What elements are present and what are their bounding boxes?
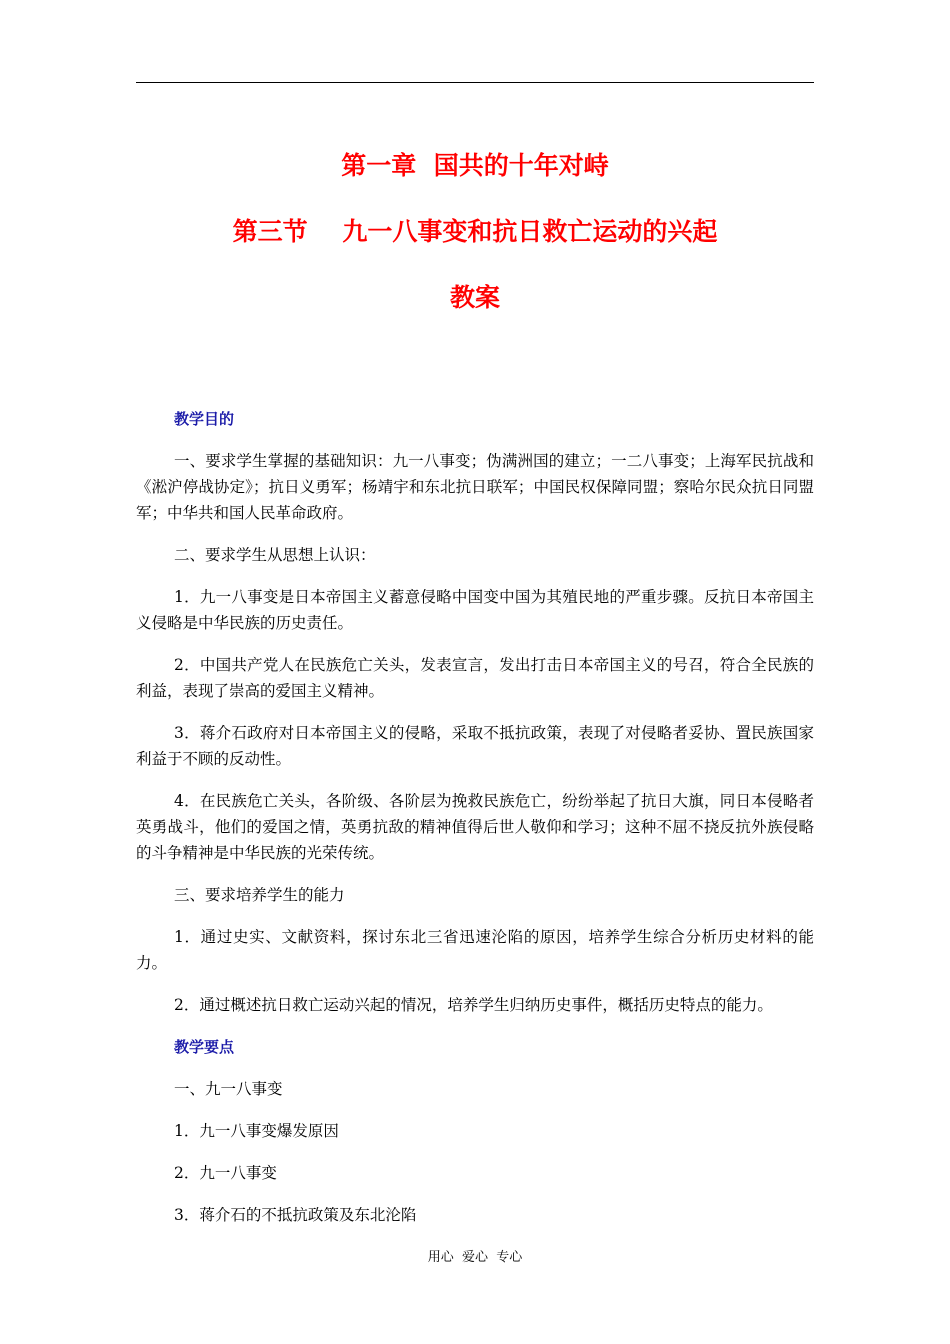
paragraph: 4．在民族危亡关头，各阶级、各阶层为挽救民族危亡，纷纷举起了抗日大旗，同日本侵略者英勇战斗，他们的爱国之情，英勇抗敌的精神值得后世人敬仰和学习；这种不屈不挠反抗外族侵略的斗争精神是中华民族的光荣传统。 bbox=[136, 792, 814, 862]
section-title: 第三节 九一八事变和抗日救亡运动的兴起 bbox=[232, 217, 718, 246]
page-footer: 用心 爱心 专心 bbox=[427, 1250, 523, 1265]
paragraph: 3．蒋介石的不抵抗政策及东北沦陷 bbox=[174, 1206, 417, 1224]
paragraph: 2．通过概述抗日救亡运动兴起的情况，培养学生归纳历史事件，概括历史特点的能力。 bbox=[174, 996, 773, 1014]
paragraph: 二、要求学生从思想上认识： bbox=[174, 546, 376, 564]
paragraph: 2．中国共产党人在民族危亡关头，发表宣言，发出打击日本帝国主义的号召，符合全民族的利益，表现了崇高的爱国主义精神。 bbox=[136, 656, 814, 700]
document-body bbox=[136, 406, 814, 1244]
title-block bbox=[136, 146, 814, 344]
paragraph: 一、要求学生掌握的基础知识：九一八事变；伪满洲国的建立；一二八事变；上海军民抗战和《淞沪停战协定》；抗日义勇军；杨靖宇和东北抗日联军；中国民权保障同盟；察哈尔民众抗日同盟军；中华共和国人民革命政府。 bbox=[136, 452, 814, 522]
header-rule bbox=[136, 82, 814, 83]
section-heading-key-points: 教学要点 bbox=[174, 1038, 235, 1056]
paragraph: 1．九一八事变是日本帝国主义蓄意侵略中国变中国为其殖民地的严重步骤。反抗日本帝国主义侵略是中华民族的历史责任。 bbox=[136, 588, 814, 632]
paragraph: 1．通过史实、文献资料，探讨东北三省迅速沦陷的原因，培养学生综合分析历史材料的能力。 bbox=[136, 928, 814, 972]
paragraph: 1．九一八事变爆发原因 bbox=[174, 1122, 339, 1140]
paragraph: 三、要求培养学生的能力 bbox=[174, 886, 345, 904]
paragraph: 一、九一八事变 bbox=[174, 1080, 283, 1098]
section-heading-objectives: 教学目的 bbox=[174, 410, 235, 428]
paragraph: 2．九一八事变 bbox=[174, 1164, 277, 1182]
paragraph: 3．蒋介石政府对日本帝国主义的侵略，采取不抵抗政策，表现了对侵略者妥协、置民族国家利益于不顾的反动性。 bbox=[136, 724, 814, 768]
document-type-title: 教案 bbox=[449, 283, 500, 312]
chapter-title: 第一章 国共的十年对峙 bbox=[341, 151, 609, 180]
